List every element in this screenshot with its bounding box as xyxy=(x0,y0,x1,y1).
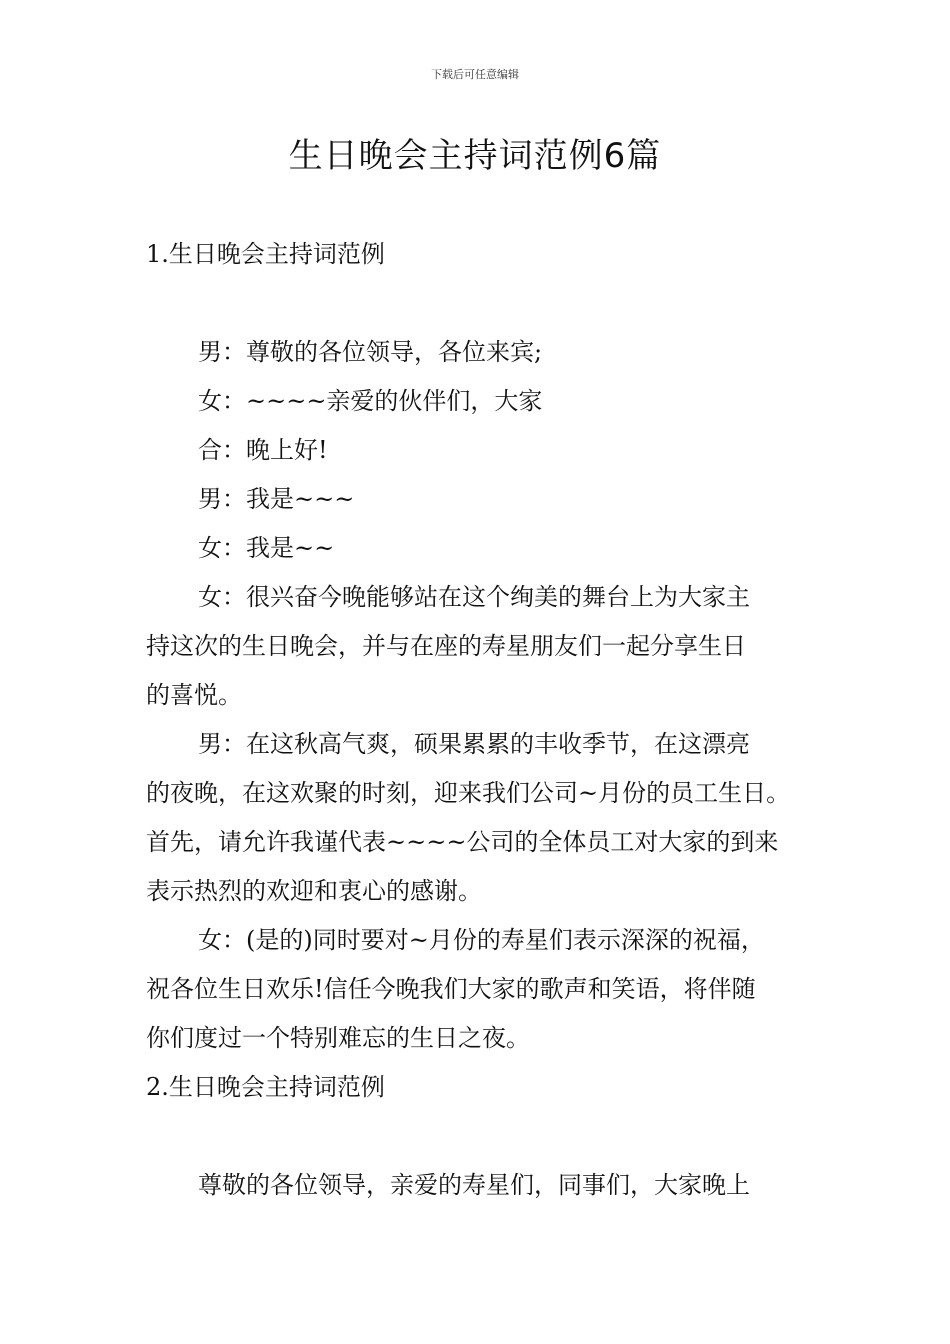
spacer xyxy=(146,279,810,328)
paragraph-line: 的夜晚，在这欢聚的时刻，迎来我们公司~月份的员工生日。 xyxy=(146,779,791,807)
header-note: 下载后可任意编辑 xyxy=(431,68,519,81)
paragraph-line: 男：在这秋高气爽，硕果累累的丰收季节，在这漂亮 xyxy=(198,730,750,758)
paragraph-line: 表示热烈的欢迎和衷心的感谢。 xyxy=(146,877,482,905)
section-heading-1: 1.生日晚会主持词范例 xyxy=(146,240,385,268)
document-body xyxy=(146,230,810,1210)
paragraph-line: 女：很兴奋今晚能够站在这个绚美的舞台上为大家主 xyxy=(198,583,750,611)
paragraph-dialogue-5 xyxy=(146,524,810,573)
paragraph-dialogue-3 xyxy=(146,426,810,475)
paragraph-line: 女：~~~~亲爱的伙伴们，大家 xyxy=(198,387,543,415)
paragraph-line: 祝各位生日欢乐!信任今晚我们大家的歌声和笑语，将伴随 xyxy=(146,975,756,1003)
spacer xyxy=(146,1112,810,1161)
paragraph-dialogue-7 xyxy=(146,720,810,916)
paragraph-line: 的喜悦。 xyxy=(146,681,242,709)
paragraph-line: 女：(是的)同时要对~月份的寿星们表示深深的祝福， xyxy=(198,926,765,954)
document-title: 生日晚会主持词范例6篇 xyxy=(288,136,662,176)
paragraph-dialogue-6 xyxy=(146,573,810,720)
paragraph-dialogue-4 xyxy=(146,475,810,524)
paragraph-dialogue-2 xyxy=(146,377,810,426)
paragraph-line: 男：我是~~~ xyxy=(198,485,355,513)
paragraph-dialogue-8 xyxy=(146,916,810,1063)
paragraph-dialogue-1 xyxy=(146,328,810,377)
paragraph-line: 女：我是~~ xyxy=(198,534,335,562)
paragraph-line: 你们度过一个特别难忘的生日之夜。 xyxy=(146,1024,530,1052)
paragraph-line: 合：晚上好! xyxy=(198,436,328,464)
paragraph-line: 尊敬的各位领导，亲爱的寿星们，同事们，大家晚上 xyxy=(198,1171,750,1199)
paragraph-line: 男：尊敬的各位领导，各位来宾; xyxy=(198,338,543,366)
paragraph-line: 持这次的生日晚会，并与在座的寿星朋友们一起分享生日 xyxy=(146,632,746,660)
paragraph-line: 首先，请允许我谨代表~~~~公司的全体员工对大家的到来 xyxy=(146,828,779,856)
section-heading-2: 2.生日晚会主持词范例 xyxy=(146,1073,385,1101)
paragraph-opening xyxy=(146,1161,810,1210)
